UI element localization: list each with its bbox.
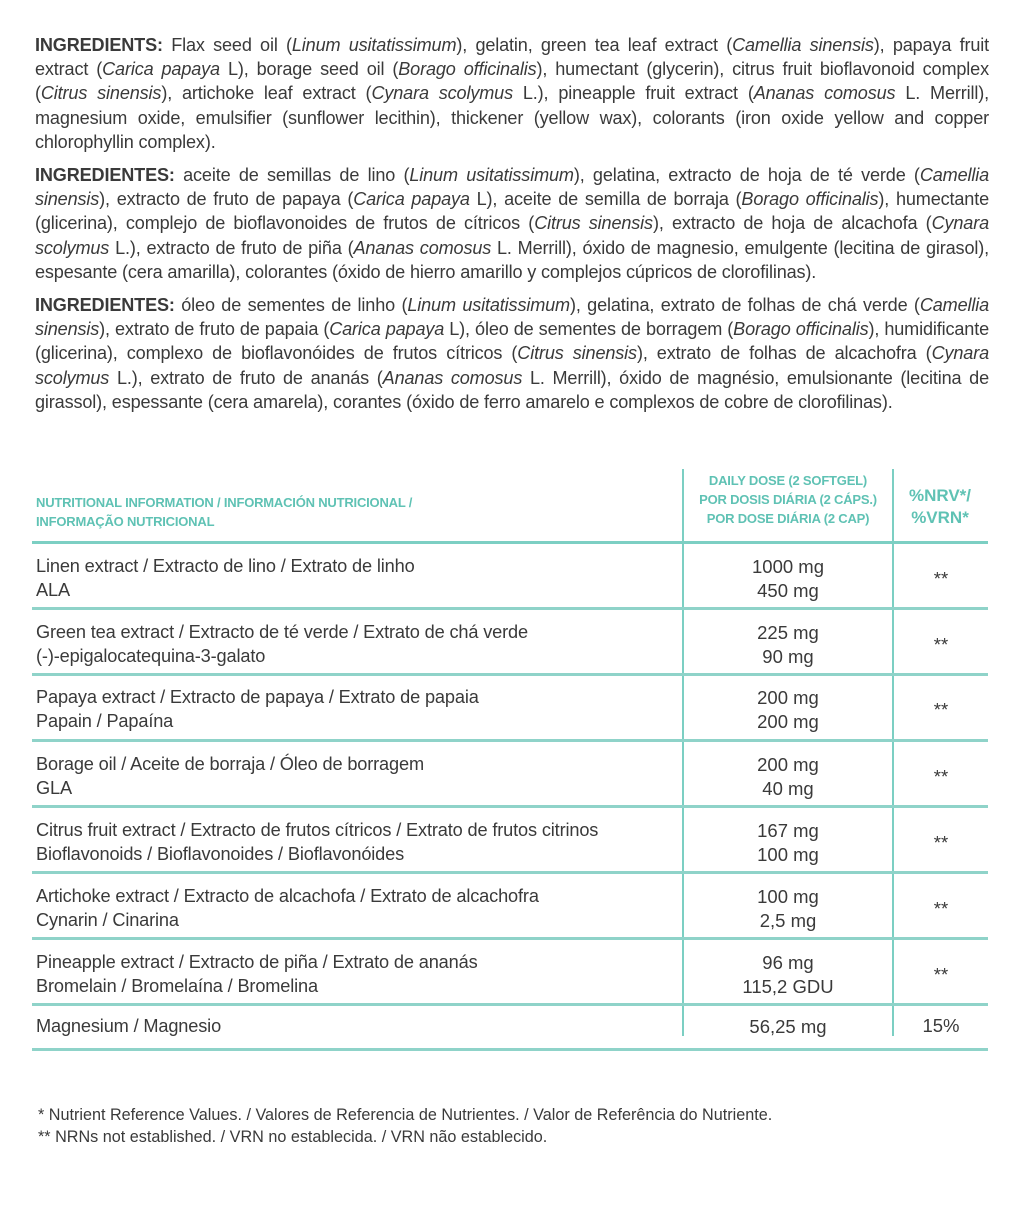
- footnotes: [38, 1104, 988, 1148]
- table-body: [32, 544, 988, 1051]
- table-row: [32, 676, 988, 742]
- ingredients-english: INGREDIENTS: Flax seed oil (Linum usitatissimum), gelatin, green tea leaf extract (Camellia sinensis), papaya fruit extract (Carica papaya L), borage seed oil (Borago officinalis), humectant (glycerin), citrus fruit bioflavonoid complex (Citrus sinensis), artichoke leaf extract (Cynara scolymus L.), pineapple fruit extract (Ananas comosus L. Merrill), magnesium oxide, emulsifier (sunflower lecithin), thickener (yellow wax), colorants (iron oxide yellow and copper chlorophyllin complex).: [35, 35, 989, 152]
- nutrient-name: Magnesium / Magnesio: [36, 1016, 222, 1036]
- nrv-value: **: [933, 832, 949, 853]
- table-row: [32, 874, 988, 940]
- header-nrv: %NRV*/ %VRN*: [908, 486, 972, 527]
- ingredients-label: INGREDIENTS:: [35, 35, 163, 55]
- ingredients-spanish: INGREDIENTES: aceite de semillas de lino (Linum usitatissimum), gelatina, extracto de hoja de té verde (Camellia sinensis), extracto de fruto de papaya (Carica papaya L), aceite de semilla de borraja (Borago officinalis), humectante (glicerina), complejo de bioflavonoides de frutos de cítricos (Citrus sinensis), extracto de hoja de alcachofa (Cynara scolymus L.), extracto de fruto de piña (Ananas comosus L. Merrill), óxido de magnesio, emulgente (lecitina de girasol), espesante (cera amarilla), colorantes (óxido de hierro amarillo y complejos cúpricos de clorofilinas).: [35, 165, 990, 282]
- ingredients-label: INGREDIENTES:: [35, 295, 175, 315]
- daily-dose: 167 mg 100 mg: [757, 820, 819, 865]
- table-row: [32, 610, 988, 676]
- nutrition-table: [32, 469, 988, 1051]
- nrv-value: **: [933, 766, 949, 787]
- header-daily-dose: DAILY DOSE (2 SOFTGEL) POR DOSIS DIÁRIA (2 CÁPS.) POR DOSE DIÁRIA (2 CAP): [699, 473, 877, 526]
- table-row: [32, 808, 988, 874]
- ingredients-label: INGREDIENTES:: [35, 165, 175, 185]
- ingredients-portuguese: INGREDIENTES: óleo de sementes de linho (Linum usitatissimum), gelatina, extrato de folhas de chá verde (Camellia sinensis), extrato de fruto de papaia (Carica papaya L), óleo de sementes de borragem (Borago officinalis), humidificante (glicerina), complexo de bioflavonóides de frutos cítricos (Citrus sinensis), extrato de folhas de alcachofra (Cynara scolymus L.), extrato de fruto de ananás (Ananas comosus L. Merrill), óxido de magnésio, emulsionante (lecitina de girassol), espessante (cera amarela), corantes (óxido de ferro amarelo e complexos de cobre de clorofilinas).: [35, 295, 989, 412]
- table-row: [32, 940, 988, 1006]
- nrv-value: **: [933, 699, 949, 720]
- daily-dose: 56,25 mg: [749, 1016, 827, 1037]
- daily-dose: 100 mg 2,5 mg: [757, 886, 819, 931]
- table-row: [32, 544, 988, 610]
- nutrient-name: Linen extract / Extracto de lino / Extrato de linho ALA: [36, 556, 415, 600]
- table-row: [32, 1006, 988, 1051]
- nutrient-name: Green tea extract / Extracto de té verde / Extrato de chá verde (-)-epigalocatequina-3-galato: [36, 622, 528, 666]
- daily-dose: 1000 mg 450 mg: [752, 556, 824, 601]
- daily-dose: 225 mg 90 mg: [757, 622, 819, 667]
- nrv-value: 15%: [922, 1015, 960, 1036]
- nrv-value: **: [933, 898, 949, 919]
- nrv-value: **: [933, 634, 949, 655]
- table-header: [32, 469, 988, 544]
- nrv-value: **: [933, 568, 949, 589]
- daily-dose: 200 mg 40 mg: [757, 754, 819, 799]
- table-row: [32, 742, 988, 808]
- daily-dose: 200 mg 200 mg: [757, 687, 819, 732]
- footnote-nrv: * Nutrient Reference Values. / Valores de Referencia de Nutrientes. / Valor de Referência do Nutriente.: [38, 1106, 773, 1124]
- nrv-value: **: [933, 964, 949, 985]
- nutrient-name: Citrus fruit extract / Extracto de frutos cítricos / Extrato de frutos citrinos Bioflavonoids / Bioflavonoides / Bioflavonóides: [36, 820, 599, 864]
- footnote-not-established: ** NRNs not established. / VRN no establecida. / VRN não establecido.: [38, 1128, 548, 1146]
- daily-dose: 96 mg 115,2 GDU: [742, 952, 834, 997]
- header-nutritional-information: NUTRITIONAL INFORMATION / INFORMACIÓN NUTRICIONAL / INFORMAÇÃO NUTRICIONAL: [36, 495, 413, 529]
- nutrient-name: Borage oil / Aceite de borraja / Óleo de borragem GLA: [36, 754, 424, 798]
- nutrient-name: Papaya extract / Extracto de papaya / Extrato de papaia Papain / Papaína: [36, 687, 479, 731]
- nutrient-name: Pineapple extract / Extracto de piña / Extrato de ananás Bromelain / Bromelaína / Bromelina: [36, 952, 478, 996]
- nutrient-name: Artichoke extract / Extracto de alcachofa / Extrato de alcachofra Cynarin / Cinarina: [36, 886, 539, 930]
